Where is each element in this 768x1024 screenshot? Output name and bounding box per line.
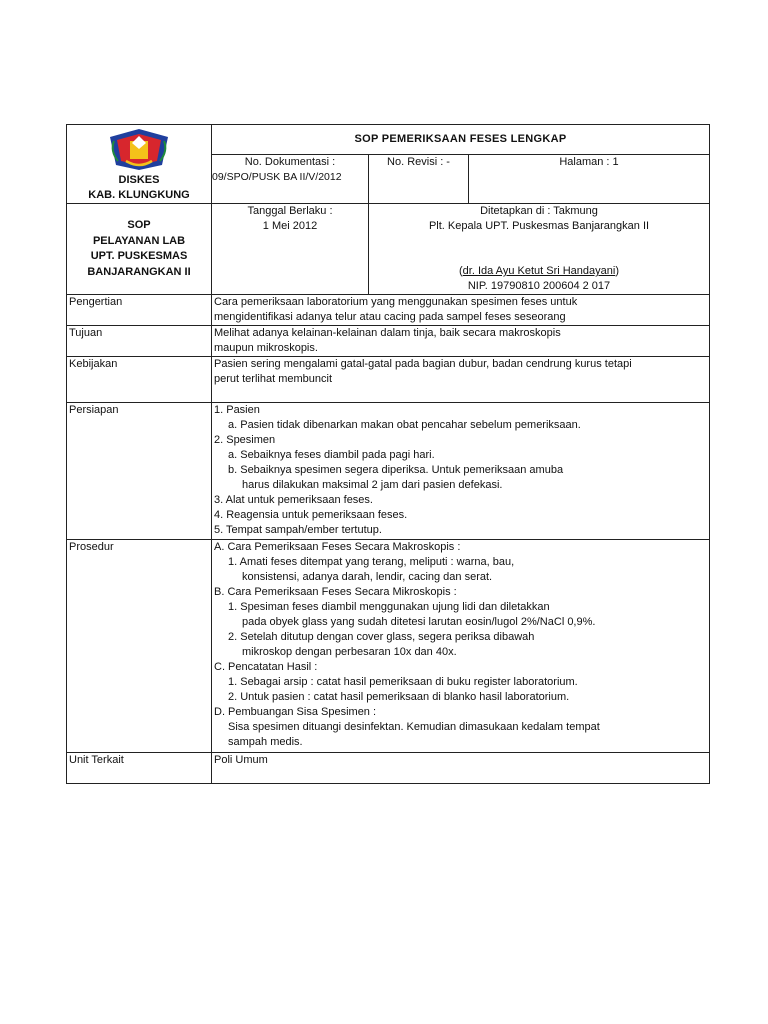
signer-name-line: (dr. Ida Ayu Ketut Sri Handayani) [458, 265, 620, 277]
section-label-prosedur: Prosedur [67, 540, 212, 753]
unit-line-4: BANJARANGKAN II [87, 265, 191, 278]
unit-line-3: UPT. PUSKESMAS [90, 250, 188, 262]
head-title: Plt. Kepala UPT. Puskesmas Banjarangkan II [428, 220, 650, 232]
effective-date-value: 1 Mei 2012 [262, 220, 318, 232]
text-line: b. Sebaiknya spesimen segera diperiksa. Untuk pemeriksaan amuba [228, 464, 564, 476]
document-title: SOP PEMERIKSAAN FESES LENGKAP [212, 125, 710, 155]
text-line: 1. Amati feses ditempat yang terang, meliputi : warna, bau, [228, 556, 515, 568]
revision-cell [369, 155, 469, 204]
org-header-cell [67, 125, 212, 204]
text-line: harus dilakukan maksimal 2 jam dari pasien defekasi. [242, 479, 503, 491]
section-content-persiapan [212, 403, 710, 540]
text-line: perut terlihat membuncit [214, 373, 332, 385]
text-line: konsistensi, adanya darah, lendir, cacing dan serat. [242, 571, 493, 583]
page-cell [469, 155, 710, 204]
section-label-pengertian: Pengertian [67, 295, 212, 326]
section-content-kebijakan [212, 357, 710, 403]
effective-date-cell [212, 204, 369, 295]
org-line-1: DISKES [118, 174, 160, 186]
section-label-tujuan: Tujuan [67, 326, 212, 357]
text-line: 2. Untuk pasien : catat hasil pemeriksaan di blanko hasil laboratorium. [228, 691, 570, 703]
signer-name: dr. Ida Ayu Ketut Sri Handayani [462, 265, 616, 277]
text-line: maupun mikroskopis. [214, 342, 318, 354]
sop-document [66, 124, 709, 784]
text-line: Cara pemeriksaan laboratorium yang menggunakan spesimen feses untuk [214, 296, 578, 308]
text-line: 1. Spesiman feses diambil menggunakan ujung lidi dan diletakkan [228, 601, 550, 613]
section-content-pengertian [212, 295, 710, 326]
effective-date-label: Tanggal Berlaku : [247, 205, 333, 217]
text-line: Pasien sering mengalami gatal-gatal pada bagian dubur, badan cendrung kurus tetapi [214, 358, 632, 370]
doc-number-cell [212, 155, 369, 204]
regency-emblem-icon [104, 127, 174, 171]
text-line: 5. Tempat sampah/ember tertutup. [214, 524, 382, 536]
page-label: Halaman : 1 [559, 156, 619, 169]
sop-table [66, 124, 710, 784]
text-line: Poli Umum [214, 754, 268, 766]
signer-nip: NIP. 19790810 200604 2 017 [467, 280, 611, 292]
section-content-unit-terkait [212, 753, 710, 784]
text-line: mikroskop dengan perbesaran 10x dan 40x. [242, 646, 457, 658]
text-line: 1. Pasien [214, 404, 260, 416]
section-label-persiapan: Persiapan [67, 403, 212, 540]
set-at: Ditetapkan di : Takmung [480, 205, 598, 217]
doc-number-label: No. Dokumentasi : [244, 156, 336, 169]
text-line: mengidentifikasi adanya telur atau cacing pada sampel feses seseorang [214, 311, 566, 323]
text-line: Sisa spesimen dituangi desinfektan. Kemudian dimasukaan kedalam tempat [228, 721, 600, 733]
text-line: 1. Sebagai arsip : catat hasil pemeriksaan di buku register laboratorium. [228, 676, 578, 688]
section-label-unit-terkait: Unit Terkait [67, 753, 212, 784]
section-content-prosedur [212, 540, 710, 753]
text-line: 2. Setelah ditutup dengan cover glass, segera periksa dibawah [228, 631, 535, 643]
text-line: 4. Reagensia untuk pemeriksaan feses. [214, 509, 408, 521]
text-line: Melihat adanya kelainan-kelainan dalam tinja, baik secara makroskopis [214, 327, 561, 339]
revision-label: No. Revisi : - [387, 156, 450, 169]
text-line: B. Cara Pemeriksaan Feses Secara Mikroskopis : [214, 586, 457, 598]
unit-line-1: SOP [127, 219, 151, 231]
org-line-2: KAB. KLUNGKUNG [88, 189, 190, 201]
unit-cell [67, 204, 212, 295]
text-line: A. Cara Pemeriksaan Feses Secara Makroskopis : [214, 541, 461, 553]
section-content-tujuan [212, 326, 710, 357]
approval-cell [369, 204, 710, 295]
doc-number-value: 09/SPO/PUSK BA II/V/2012 [212, 171, 342, 184]
text-line: D. Pembuangan Sisa Spesimen : [214, 706, 377, 718]
text-line: C. Pencatatan Hasil : [214, 661, 318, 673]
unit-line-2: PELAYANAN LAB [92, 234, 186, 247]
text-line: 3. Alat untuk pemeriksaan feses. [214, 494, 373, 506]
text-line: 2. Spesimen [214, 434, 276, 446]
text-line: pada obyek glass yang sudah ditetesi larutan eosin/lugol 2%/NaCl 0,9%. [242, 616, 596, 628]
klungkung-logo [69, 127, 209, 171]
text-line: a. Pasien tidak dibenarkan makan obat pencahar sebelum pemeriksaan. [228, 419, 581, 431]
section-label-kebijakan: Kebijakan [67, 357, 212, 403]
text-line: sampah medis. [228, 736, 303, 748]
text-line: a. Sebaiknya feses diambil pada pagi hari. [228, 449, 435, 461]
